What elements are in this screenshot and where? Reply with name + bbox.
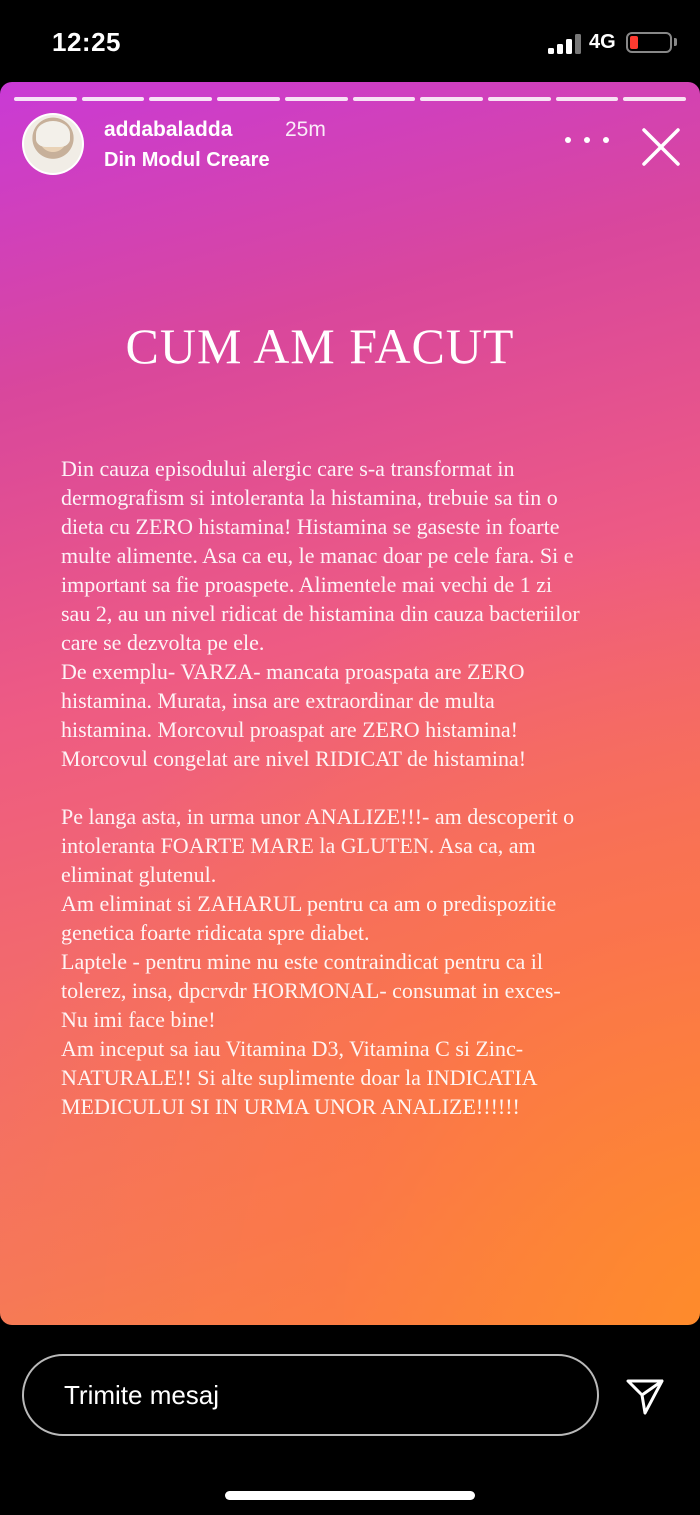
story-progress-segment	[217, 97, 280, 101]
story-progress-segment	[353, 97, 416, 101]
avatar-image	[24, 115, 82, 173]
story-progress-segment	[14, 97, 77, 101]
story-subtitle[interactable]: Din Modul Creare	[104, 149, 270, 171]
story-text-line: MEDICULUI SI IN URMA UNOR ANALIZE!!!!!!	[61, 1094, 520, 1119]
story-text-line: tolerez, insa, dpcrvdr HORMONAL- consumat in exces-	[61, 978, 561, 1003]
story-title: CUM AM FACUT	[125, 318, 515, 374]
send-icon[interactable]	[624, 1375, 666, 1417]
story-text-line: De exemplu- VARZA- mancata proaspata are ZERO	[61, 659, 525, 684]
story-text-line: Din cauza episodului alergic care s-a transformat in	[61, 456, 515, 481]
story-text-line: important sa fie proaspete. Alimentele mai vechi de 1 zi	[61, 572, 553, 597]
story-text-line: Morcovul congelat are nivel RIDICAT de histamina!	[61, 746, 527, 771]
story-text-line: genetica foarte ridicata spre diabet.	[61, 920, 370, 945]
status-time: 12:25	[52, 27, 121, 57]
story-progress-segment	[556, 97, 619, 101]
story-text-line: Laptele - pentru mine nu este contraindicat pentru ca il	[61, 949, 543, 974]
story-progress-segment	[623, 97, 686, 101]
story-text-line: dermografism si intoleranta la histamina, trebuie sa tin o	[61, 485, 558, 510]
story-text-line: sau 2, au un nivel ridicat de histamina din cauza bacteriilor	[61, 601, 580, 626]
message-input[interactable]	[22, 1354, 599, 1436]
battery-icon	[626, 32, 672, 53]
story-text-line: Am eliminat si ZAHARUL pentru ca am o predispozitie	[61, 891, 557, 916]
story-text-line: dieta cu ZERO histamina! Histamina se gaseste in foarte	[61, 514, 560, 539]
story-text-line: eliminat glutenul.	[61, 862, 217, 887]
more-options-icon[interactable]	[565, 128, 609, 152]
close-icon[interactable]	[640, 126, 682, 168]
story-text-line: histamina. Murata, insa are extraordinar de multa	[61, 688, 495, 713]
story-progress-segment	[488, 97, 551, 101]
battery-tip	[674, 38, 677, 46]
story-card[interactable]	[0, 82, 700, 1325]
signal-strength-icon	[548, 32, 580, 54]
story-progress-segment	[149, 97, 212, 101]
status-bar	[0, 0, 700, 82]
story-text-line: Pe langa asta, in urma unor ANALIZE!!!- am descoperit o	[61, 804, 575, 829]
story-text-line: histamina. Morcovul proaspat are ZERO histamina!	[61, 717, 518, 742]
username[interactable]: addabaladda	[104, 118, 233, 141]
story-text-line: NATURALE!! Si alte suplimente doar la INDICATIA	[61, 1065, 538, 1090]
avatar[interactable]	[22, 113, 84, 175]
network-type: 4G	[589, 31, 616, 53]
story-text-line: care se dezvolta pe ele.	[61, 630, 265, 655]
story-progress-bar	[14, 97, 686, 101]
message-placeholder: Trimite mesaj	[64, 1380, 220, 1410]
story-progress-segment	[285, 97, 348, 101]
story-text-line: Nu imi face bine!	[61, 1007, 216, 1032]
time-ago: 25m	[285, 118, 326, 141]
story-text-line: multe alimente. Asa ca eu, le manac doar pe cele fara. Si e	[61, 543, 574, 568]
story-progress-segment	[420, 97, 483, 101]
battery-level	[630, 36, 638, 49]
story-text-line: intoleranta FOARTE MARE la GLUTEN. Asa ca, am	[61, 833, 536, 858]
home-indicator[interactable]	[225, 1491, 475, 1500]
story-text-line: Am inceput sa iau Vitamina D3, Vitamina C si Zinc-	[61, 1036, 524, 1061]
paragraph-gap	[61, 773, 661, 802]
story-body-text	[61, 454, 661, 1121]
story-progress-segment	[82, 97, 145, 101]
